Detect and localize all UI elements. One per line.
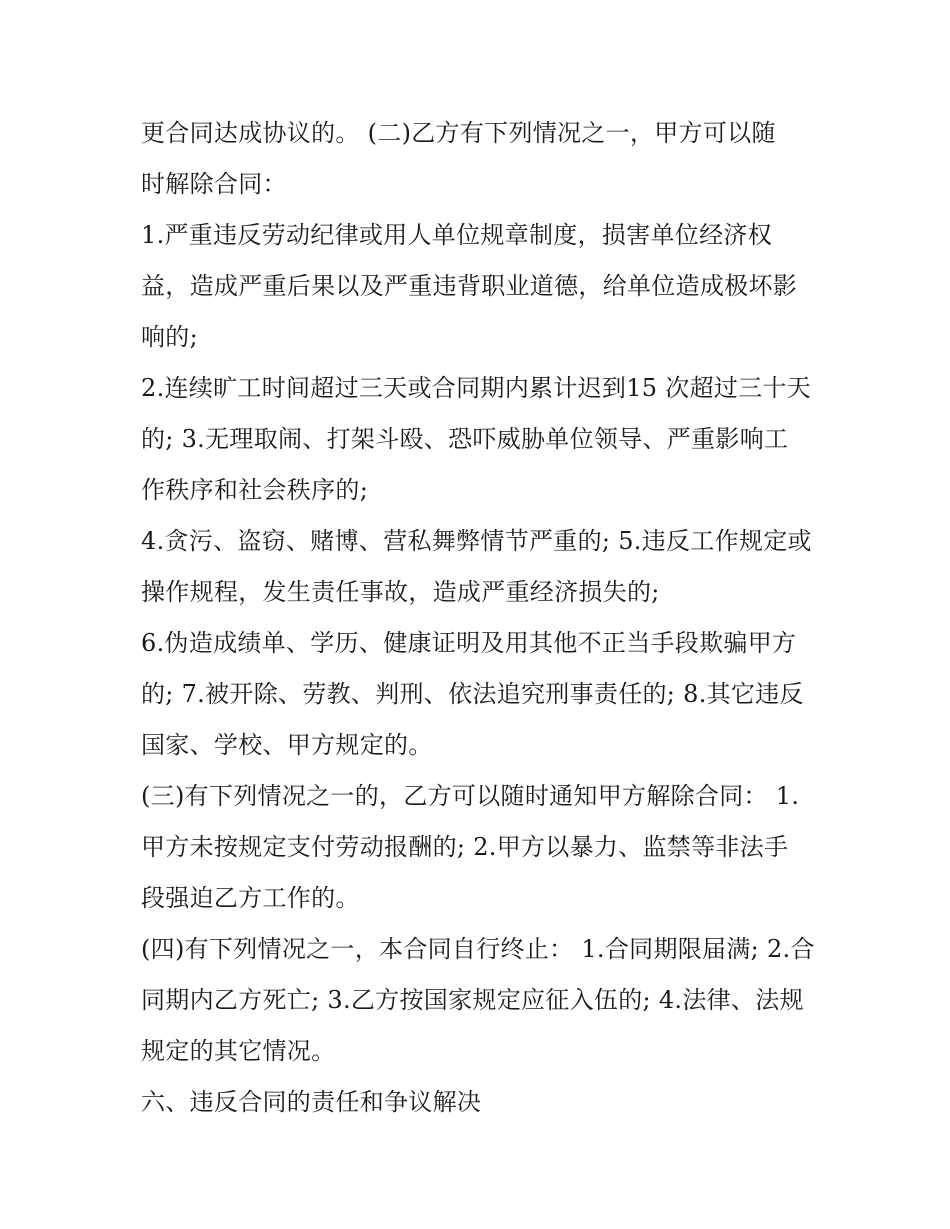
text-line: 2.连续旷工时间超过三天或合同期内累计迟到15 次超过三十天	[141, 374, 812, 402]
text-line: 6.伪造成绩单、学历、健康证明及用其他不正当手段欺骗甲方	[141, 629, 797, 657]
paragraph-termination-by-employee	[141, 771, 831, 924]
paragraph-automatic-termination	[141, 924, 831, 1077]
paragraph-items-2-3	[141, 363, 831, 516]
text-line: 更合同达成协议的。 (二)乙方有下列情况之一，甲方可以随	[141, 119, 776, 147]
text-line: 响的;	[141, 323, 198, 351]
text-line: 规定的其它情况。	[141, 1037, 336, 1065]
paragraph-items-4-5	[141, 516, 831, 618]
text-line: (三)有下列情况之一的，乙方可以随时通知甲方解除合同： 1.	[141, 782, 800, 810]
text-line: 同期内乙方死亡; 3.乙方按国家规定应征入伍的; 4.法律、法规	[141, 986, 804, 1014]
text-line: 作秩序和社会秩序的;	[141, 476, 369, 504]
text-line: (四)有下列情况之一，本合同自行终止： 1.合同期限届满; 2.合	[141, 935, 815, 963]
text-line: 国家、学校、甲方规定的。	[141, 731, 433, 759]
section-heading-breach-and-dispute	[141, 1077, 831, 1128]
paragraph-item-1	[141, 210, 831, 363]
contract-text-block	[141, 108, 831, 1128]
text-line: 段强迫乙方工作的。	[141, 884, 360, 912]
paragraph-termination-by-employer-intro	[141, 108, 831, 210]
text-line: 1.严重违反劳动纪律或用人单位规章制度，损害单位经济权	[141, 221, 772, 249]
text-line: 4.贪污、盗窃、赌博、营私舞弊情节严重的; 5.违反工作规定或	[141, 527, 812, 555]
text-line: 益，造成严重后果以及严重违背职业道德，给单位造成极坏影	[141, 272, 798, 300]
text-line: 时解除合同：	[141, 170, 287, 198]
paragraph-items-6-8	[141, 618, 831, 771]
text-line: 的; 7.被开除、劳教、判刑、依法追究刑事责任的; 8.其它违反	[141, 680, 804, 708]
text-line: 甲方未按规定支付劳动报酬的; 2.甲方以暴力、监禁等非法手	[141, 833, 789, 861]
section-heading: 六、违反合同的责任和争议解决	[141, 1088, 482, 1116]
text-line: 的; 3.无理取闹、打架斗殴、恐吓威胁单位领导、严重影响工	[141, 425, 789, 453]
text-line: 操作规程，发生责任事故，造成严重经济损失的;	[141, 578, 660, 606]
